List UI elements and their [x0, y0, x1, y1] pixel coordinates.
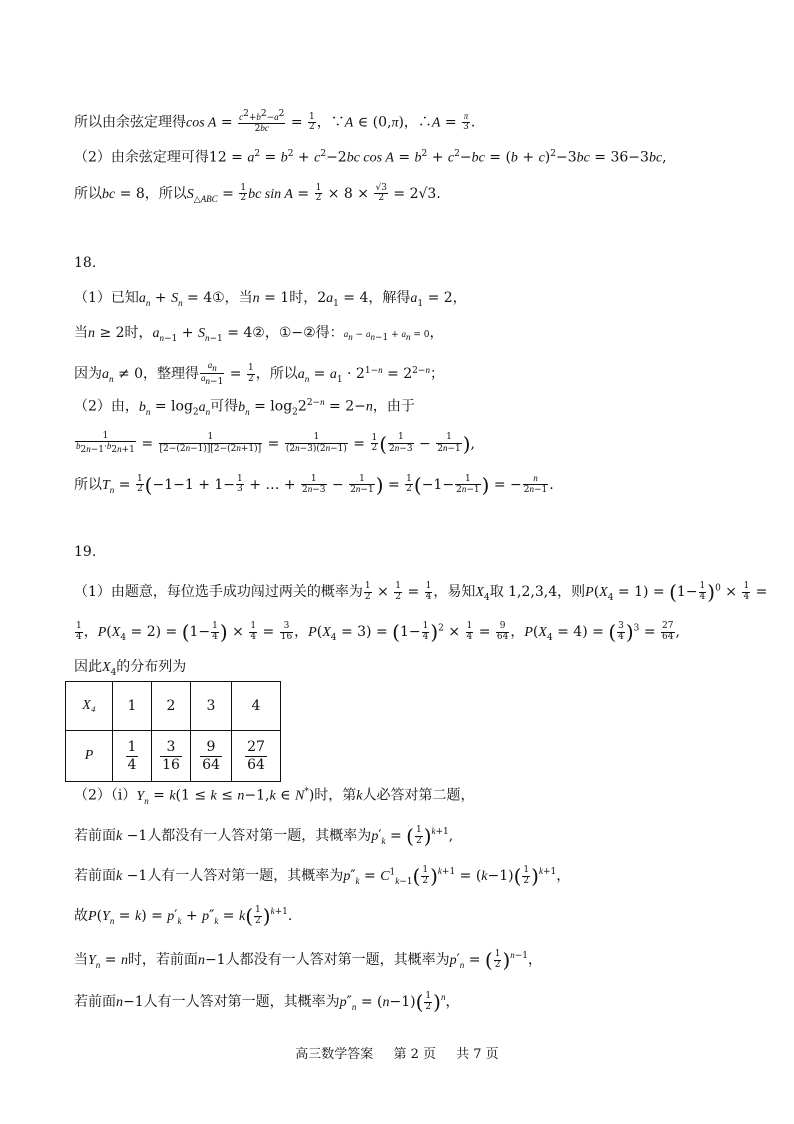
- prob-cell: $\frac{3}{16}$: [152, 731, 191, 782]
- q19-part2-line-4: 故$P(Y_n = k) = p'_k + p''_k = k$( $\frac{1}{2}$ )$^{k+1}$.: [74, 904, 293, 928]
- table-header-cell: 4: [232, 682, 281, 731]
- table-header-cell: 3: [191, 682, 232, 731]
- q18-line-4: （2）由，$b_n = \log_2a_n$可得$b_n = \log_22^{2-n} = 2-n$，由于: [74, 397, 415, 418]
- q19-part2-line-2: 若前面k −1人都没有一人答对第一题，其概率为$p'_k$ = ( $\frac{1}{2}$ )$^{k+1}$,: [74, 824, 454, 848]
- q19-number: 19.: [74, 544, 97, 560]
- q17-line-2: （2）由余弦定理可得$12 = a^2 = b^2 + c^2-2bc$ $\cos A = b^2 + c^2-bc = (b + c)^2-3bc = 36-3bc$,: [74, 149, 667, 166]
- table-header-cell: X₄: [66, 682, 113, 731]
- prob-cell: $\frac{1}{4}$: [113, 731, 152, 782]
- q18-number: 18.: [74, 255, 97, 271]
- q18-line-1: （1）已知$a_n + S_n$ = 4①，当n = 1时，$2a_1 = 4$，解得$a_1 = 2$，: [74, 290, 467, 309]
- q19-part2-line-3: 若前面k −1人有一人答对第一题，其概率为$p''_k = C^1_{k-1}$( $\frac{1}{2}$ )$^{k+1}$ = (k−1)( $\frac{1}{2}$ )$^{k+1}$，: [74, 864, 571, 888]
- footer-title: 高三数学答案: [295, 1047, 374, 1062]
- q19-part2-line-5: 当$Y_n = n$时，若前面n−1人都没有一人答对第一题，其概率为$p'_n$ = ( $\frac{1}{2}$ )$^{n-1}$，: [74, 948, 543, 972]
- footer-page-number: 第 2 页: [393, 1047, 436, 1062]
- q18-line-3: 因为$a_n \ne 0$，整理得 $\frac{a_n}{a_{n-1}}$ = $\frac{1}{2}$ ，所以$a_n = a_1 \cdot 2^{1-n} = 2^{2-n}$；: [74, 360, 444, 388]
- q19-table-intro: 因此$X_4$的分布列为: [74, 659, 187, 678]
- table-header-cell: 1: [113, 682, 152, 731]
- q18-line-6: 所以$T_n$ = $\frac{1}{2}$ (−1−1 + 1− $\frac{1}{3}$ + … + $\frac{1}{2n-3}$ − $\frac{1}{2n-1}$ ) = $\frac{1}{2}$ (−1− $\frac{1}{2n-1}$ ) = − $\frac{n}{2n-1}$ .: [74, 472, 554, 497]
- q17-line-3: 所以bc = 8，所以$S_{\triangle ABC}$ = $\frac{1}{2}$ bc sin A = $\frac{1}{2}$ × 8 × $\frac{√3}{2}$ = 2√3.: [74, 183, 441, 205]
- prob-cell: $\frac{27}{64}$: [232, 731, 281, 782]
- q19-part2-line-1: $(2)(i)Y_n = k(1 \le k \le n-1,k$ ∈ N*)时，第k人必答对第二题，: [74, 787, 475, 806]
- q19-line-1: （1）由题意，每位选手成功闯过两关的概率为 $\frac{1}{2}$ × $\frac{1}{2}$ = $\frac{1}{4}$ ，易知$X_4$取 1,2,3,4，则$P(X_4 = 1) = (1-$ $\frac{1}{4}$ )$^0$ × $\frac{1}{4}$ =: [74, 580, 768, 604]
- table-header-row: [66, 682, 281, 731]
- prob-cell: $\frac{9}{64}$: [191, 731, 232, 782]
- distribution-table: [65, 681, 281, 782]
- q18-line-2: 当n ≥ 2时，$a_{n-1} + S_{n-1}$ = 4②，①−②得：$a_n - a_{n-1} + a_n = 0$，: [74, 325, 444, 344]
- q19-part2-line-6: 若前面n−1人有一人答对第一题，其概率为$p''_n = (n-1)$( $\frac{1}{2}$ )$^n$，: [74, 990, 460, 1014]
- table-header-cell: 2: [152, 682, 191, 731]
- table-row: [66, 731, 281, 782]
- page-footer: [0, 1043, 794, 1062]
- q17-line-1: 所以由余弦定理得cos A = $\frac{c^2+b^2-a^2}{2bc}$ = $\frac{1}{2}$ ，∵A ∈ (0,π)，∴A = $\frac{\pi}{3}$ .: [74, 109, 476, 135]
- q19-line-2: $\frac{1}{4}$ ，$P(X_4 = 2) = (1-$ $\frac{1}{4}$ ) × $\frac{1}{4}$ = $\frac{3}{16}$ ，$P(X_4 = 3) = (1-$ $\frac{1}{4}$ )$^2$ × $\frac{1}{4}$ = $\frac{9}{64}$ ，$P(X_4 = 4)$ = ( $\frac{3}{4}$ )$^3$ = $\frac{27}{64}$ ,: [76, 620, 680, 644]
- footer-total-pages: 共 7 页: [456, 1047, 499, 1062]
- table-row-label: P: [66, 731, 113, 782]
- q18-line-5: $\frac{1}{b_{2n-1}\cdot b_{2n+1}}$ = $\frac{1}{[2-(2n-1)][2-(2n+1)]}$ = $\frac{1}{(2n-3)(2n-1)}$ = $\frac{1}{2}$ ( $\frac{1}{2n-3}$ − $\frac{1}{2n-1}$ ),: [76, 431, 475, 456]
